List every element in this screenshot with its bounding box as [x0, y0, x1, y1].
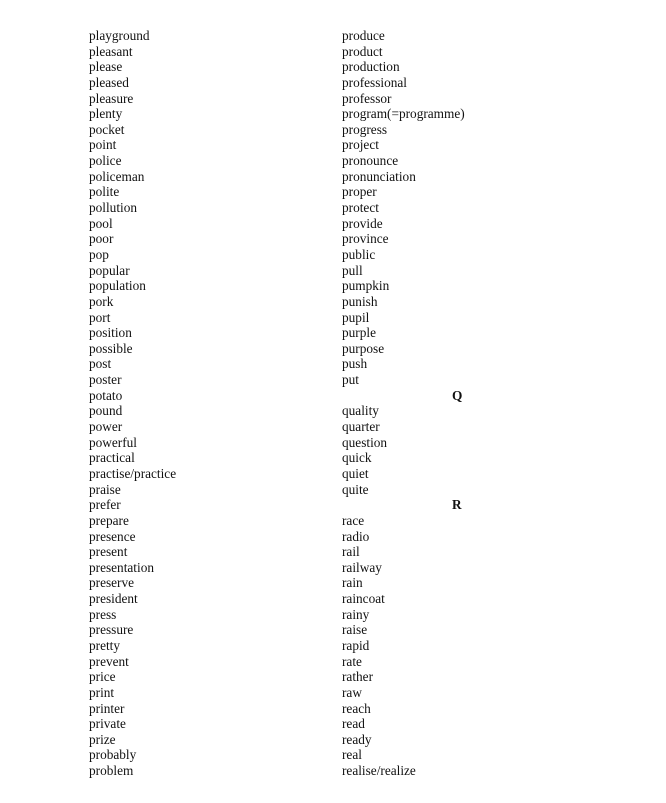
word-entry: pleasant — [89, 43, 133, 59]
word-entry: quite — [342, 481, 369, 497]
word-entry: presentation — [89, 559, 154, 575]
word-entry: production — [342, 59, 400, 75]
word-entry: praise — [89, 481, 121, 497]
word-entry: power — [89, 419, 123, 435]
word-entry: popular — [89, 262, 130, 278]
word-entry: pronunciation — [342, 168, 416, 184]
word-entry: provide — [342, 215, 383, 231]
word-entry: pocket — [89, 121, 125, 137]
word-entry: raincoat — [342, 591, 385, 607]
word-entry: province — [342, 231, 389, 247]
word-entry: quiet — [342, 465, 369, 481]
word-entry: rainy — [342, 606, 370, 622]
word-entry: pleasure — [89, 90, 134, 106]
word-entry: pronounce — [342, 153, 399, 169]
word-entry: quick — [342, 450, 372, 466]
word-entry: president — [89, 591, 138, 607]
word-entry: purpose — [342, 340, 385, 356]
word-entry: pretty — [89, 637, 121, 653]
word-entry: program(=programme) — [342, 106, 465, 122]
word-entry: private — [89, 716, 126, 732]
word-entry: port — [89, 309, 111, 325]
word-entry: prize — [89, 731, 116, 747]
word-entry: pleased — [89, 74, 129, 90]
word-entry: post — [89, 356, 112, 372]
word-entry: quarter — [342, 419, 380, 435]
word-entry: practical — [89, 450, 135, 466]
word-entry: prefer — [89, 497, 121, 513]
word-entry: police — [89, 153, 122, 169]
word-entry: pollution — [89, 200, 138, 216]
word-entry: rate — [342, 653, 362, 669]
word-entry: plenty — [89, 106, 123, 122]
word-entry: printer — [89, 700, 125, 716]
word-entry: problem — [89, 763, 134, 779]
word-entry: pressure — [89, 622, 134, 638]
word-entry: poor — [89, 231, 114, 247]
word-entry: powerful — [89, 434, 137, 450]
word-entry: radio — [342, 528, 370, 544]
word-entry: quality — [342, 403, 379, 419]
word-entry: raw — [342, 684, 362, 700]
word-entry: ready — [342, 731, 372, 747]
word-entry: race — [342, 512, 365, 528]
word-entry: product — [342, 43, 383, 59]
word-entry: polite — [89, 184, 120, 200]
word-entry: prepare — [89, 512, 129, 528]
word-entry: pool — [89, 215, 113, 231]
section-letter-heading: R — [452, 497, 462, 513]
word-entry: real — [342, 747, 362, 763]
word-entry: pork — [89, 293, 114, 309]
word-entry: press — [89, 606, 117, 622]
word-entry: rather — [342, 669, 374, 685]
word-entry: potato — [89, 387, 123, 403]
word-entry: reach — [342, 700, 371, 716]
word-entry: position — [89, 325, 132, 341]
word-list-right-column — [342, 28, 622, 779]
word-entry: present — [89, 544, 128, 560]
word-entry: policeman — [89, 168, 145, 184]
word-entry: raise — [342, 622, 368, 638]
word-entry: population — [89, 278, 146, 294]
word-entry: protect — [342, 200, 379, 216]
word-entry: purple — [342, 325, 376, 341]
word-entry: print — [89, 684, 115, 700]
word-entry: professor — [342, 90, 392, 106]
word-entry: pound — [89, 403, 123, 419]
word-entry: push — [342, 356, 368, 372]
word-entry: pupil — [342, 309, 370, 325]
word-entry: pull — [342, 262, 363, 278]
word-entry: punish — [342, 293, 378, 309]
word-list-left-column — [89, 28, 309, 779]
word-entry: question — [342, 434, 388, 450]
word-entry: poster — [89, 372, 122, 388]
word-entry: read — [342, 716, 365, 732]
word-entry: put — [342, 372, 359, 388]
word-entry: probably — [89, 747, 137, 763]
word-entry: rail — [342, 544, 360, 560]
word-entry: preserve — [89, 575, 135, 591]
word-entry: point — [89, 137, 117, 153]
word-entry: realise/realize — [342, 763, 416, 779]
word-entry: professional — [342, 74, 407, 90]
word-entry: progress — [342, 121, 388, 137]
word-entry: playground — [89, 28, 150, 43]
word-entry: prevent — [89, 653, 129, 669]
word-entry: presence — [89, 528, 136, 544]
word-entry: rapid — [342, 637, 370, 653]
section-letter-heading: Q — [452, 387, 463, 403]
word-entry: railway — [342, 559, 382, 575]
word-entry: practise/practice — [89, 465, 177, 481]
word-entry: public — [342, 246, 376, 262]
word-entry: please — [89, 59, 123, 75]
word-entry: produce — [342, 28, 385, 43]
word-entry: proper — [342, 184, 377, 200]
word-entry: pumpkin — [342, 278, 390, 294]
word-entry: project — [342, 137, 379, 153]
word-entry: possible — [89, 340, 133, 356]
word-entry: rain — [342, 575, 363, 591]
word-entry: pop — [89, 246, 109, 262]
word-entry: price — [89, 669, 116, 685]
